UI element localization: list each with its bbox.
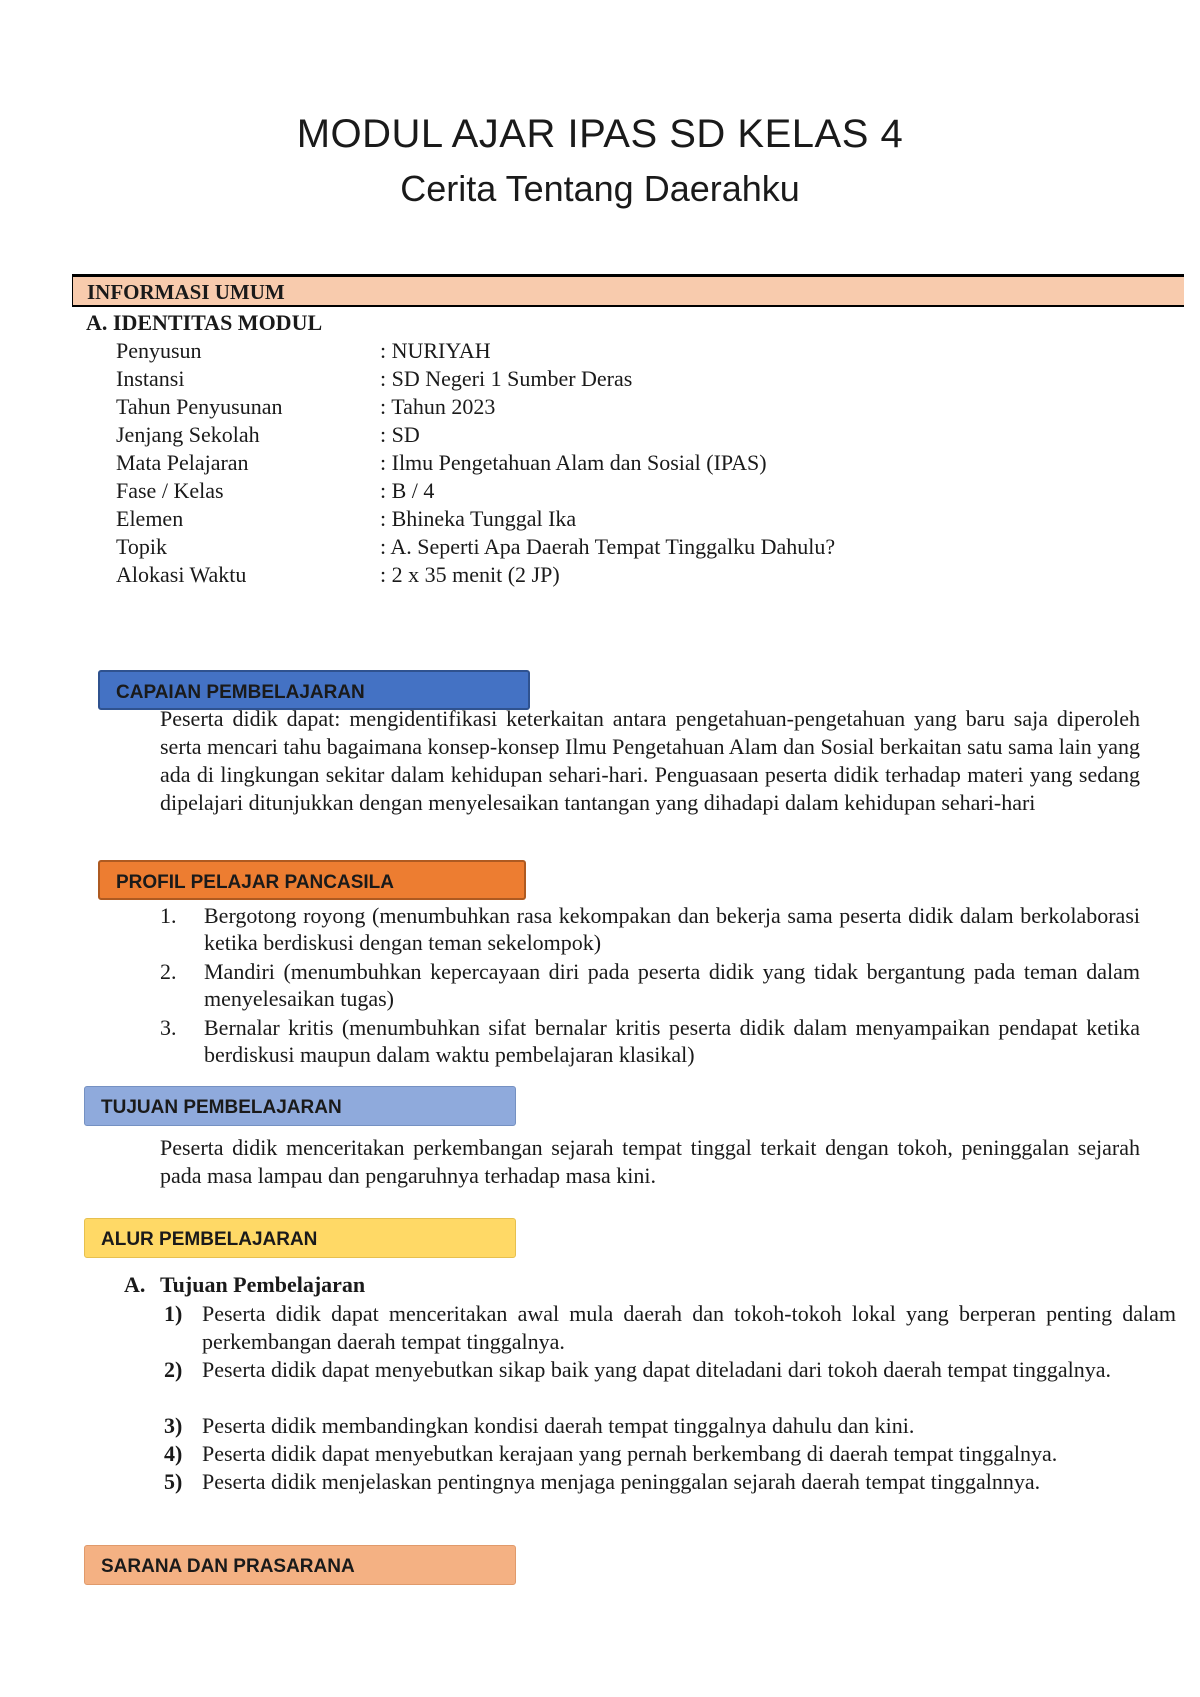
identity-row-penyusun: [116, 338, 1016, 366]
identity-label: Penyusun: [116, 338, 202, 363]
sarana-label: SARANA DAN PRASARANA: [101, 1556, 355, 1577]
list-item: [160, 902, 1140, 956]
informasi-umum-bar: [72, 274, 1184, 307]
alur-subheading-letter: A.: [124, 1272, 146, 1297]
list-item-number: 5): [164, 1469, 183, 1494]
identity-value: : SD Negeri 1 Sumber Deras: [380, 366, 633, 391]
identity-value: : NURIYAH: [380, 338, 491, 363]
informasi-umum-label: INFORMASI UMUM: [87, 280, 285, 304]
identity-row-alokasi: [116, 562, 1016, 590]
list-item-number: 3): [164, 1413, 183, 1438]
identity-label: Instansi: [116, 366, 185, 391]
document-subtitle: Cerita Tentang Daerahku: [400, 168, 800, 209]
identity-label: Topik: [116, 534, 168, 559]
capaian-paragraph: Peserta didik dapat: mengidentifikasi keterkaitan antara pengetahuan-pengetahuan yang baru saja diperoleh serta mencari tahu bagaimana konsep-konsep Ilmu Pengetahuan Alam dan Sosial berkaitan satu sama lain yang ada di lingkungan sekitar dalam kehidupan sehari-hari. Penguasaan peserta didik terhadap materi yang sedang dipelajari ditunjukkan dengan menyelesaikan tantangan yang dihadapi dalam kehidupan sehari-hari: [160, 706, 1140, 815]
identity-label: Tahun Penyusunan: [116, 394, 283, 419]
list-item-number: 3.: [160, 1015, 177, 1040]
capaian-pembelajaran-heading: [98, 670, 530, 710]
tujuan-paragraph: Peserta didik menceritakan perkembangan sejarah tempat tinggal terkait dengan tokoh, peninggalan sejarah pada masa lampau dan pengaruhnya terhadap masa kini.: [160, 1135, 1140, 1188]
list-item: [164, 1300, 1176, 1356]
alur-subheading-text: Tujuan Pembelajaran: [160, 1272, 366, 1297]
list-item-text: Bergotong royong (menumbuhkan rasa kekompakan dan bekerja sama peserta didik dalam berkolaborasi ketika berdiskusi dengan teman sekelompok): [204, 903, 1140, 955]
identity-label: Mata Pelajaran: [116, 450, 249, 475]
profil-pelajar-heading: [98, 860, 526, 900]
capaian-label: CAPAIAN PEMBELAJARAN: [116, 682, 365, 703]
list-item: [164, 1440, 1176, 1468]
identity-value: : B / 4: [380, 478, 435, 503]
list-item-text: Peserta didik dapat menceritakan awal mula daerah dan tokoh-tokoh lokal yang berperan penting dalam perkembangan daerah tempat tinggalnya.: [202, 1301, 1176, 1354]
identity-value: : SD: [380, 422, 420, 447]
profil-label: PROFIL PELAJAR PANCASILA: [116, 872, 394, 893]
identity-label: Jenjang Sekolah: [116, 422, 260, 447]
list-item: [160, 958, 1140, 1012]
list-item-text: Peserta didik dapat menyebutkan sikap baik yang dapat diteladani dari tokoh daerah tempat tinggalnya.: [202, 1357, 1112, 1382]
list-item: [164, 1356, 1176, 1412]
identity-row-fase: [116, 478, 1016, 506]
identitas-modul-heading: A. IDENTITAS MODUL: [86, 310, 323, 335]
identity-row-instansi: [116, 366, 1016, 394]
identity-row-jenjang: [116, 422, 1016, 450]
identity-row-topik: [116, 534, 1016, 562]
identity-label: Alokasi Waktu: [116, 562, 247, 587]
alur-label: ALUR PEMBELAJARAN: [101, 1229, 318, 1250]
list-item-text: Mandiri (menumbuhkan kepercayaan diri pada peserta didik yang tidak bergantung pada teman dalam menyelesaikan tugas): [204, 959, 1140, 1011]
identity-label: Elemen: [116, 506, 184, 531]
alur-pembelajaran-heading: [84, 1218, 516, 1258]
list-item: [164, 1468, 1176, 1496]
document-title: MODUL AJAR IPAS SD KELAS 4: [296, 112, 904, 156]
tujuan-pembelajaran-heading: [84, 1086, 516, 1126]
identity-label: Fase / Kelas: [116, 478, 224, 503]
list-item-text: Peserta didik membandingkan kondisi daerah tempat tinggalnya dahulu dan kini.: [202, 1413, 915, 1438]
tujuan-label: TUJUAN PEMBELAJARAN: [101, 1097, 342, 1118]
identity-value: : 2 x 35 menit (2 JP): [380, 562, 560, 587]
list-item-text: Peserta didik dapat menyebutkan kerajaan yang pernah berkembang di daerah tempat tinggalnya.: [202, 1441, 1058, 1466]
list-item: [160, 1014, 1140, 1068]
list-item-number: 4): [164, 1441, 183, 1466]
list-item-number: 1.: [160, 903, 177, 928]
list-item-number: 2): [164, 1357, 183, 1382]
list-item-text: Peserta didik menjelaskan pentingnya menjaga peninggalan sejarah daerah tempat tinggalnnya.: [202, 1469, 1041, 1494]
sarana-prasarana-heading: [84, 1545, 516, 1585]
identity-value: : Tahun 2023: [380, 394, 496, 419]
identity-row-tahun: [116, 394, 1016, 422]
identity-row-mapel: [116, 450, 1016, 478]
list-item-text: Bernalar kritis (menumbuhkan sifat bernalar kritis peserta didik dalam menyampaikan pendapat ketika berdiskusi maupun dalam waktu pembelajaran klasikal): [204, 1015, 1140, 1067]
list-item: [164, 1412, 1176, 1440]
identity-value: : Bhineka Tunggal Ika: [380, 506, 577, 531]
identity-value: : A. Seperti Apa Daerah Tempat Tinggalku Dahulu?: [380, 534, 836, 559]
identity-value: : Ilmu Pengetahuan Alam dan Sosial (IPAS): [380, 450, 767, 475]
identity-row-elemen: [116, 506, 1016, 534]
list-item-number: 2.: [160, 959, 177, 984]
list-item-number: 1): [164, 1301, 183, 1326]
